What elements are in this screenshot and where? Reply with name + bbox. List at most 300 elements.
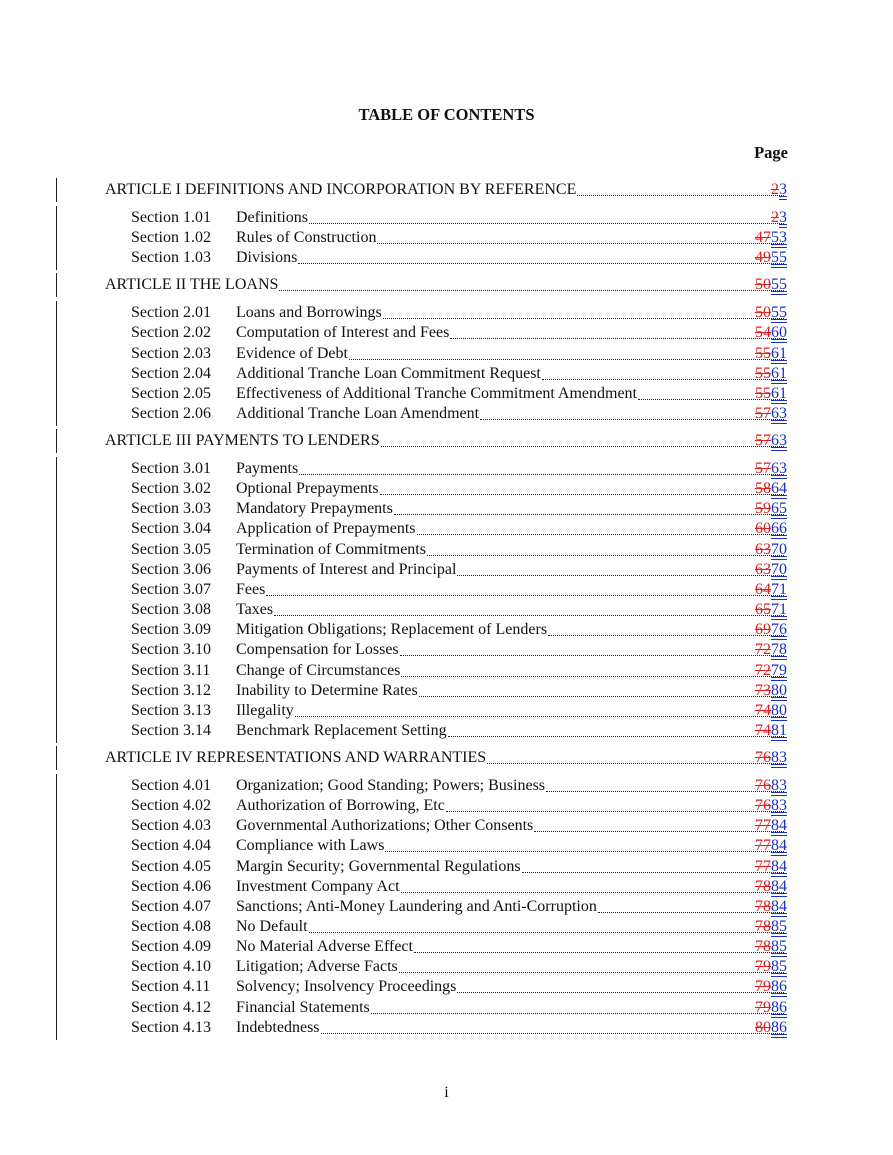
inserted-page-number[interactable]: 63 <box>771 432 787 449</box>
toc-article-entry[interactable] <box>0 748 893 768</box>
section-title: Payments <box>236 460 299 477</box>
dot-leader <box>446 810 784 812</box>
deleted-page-number: 72 <box>755 641 771 658</box>
page-reference <box>755 661 787 681</box>
entry-title-wrap <box>236 479 785 499</box>
dot-leader <box>381 445 784 447</box>
page-reference <box>755 701 787 721</box>
toc-article-entry[interactable] <box>0 275 893 295</box>
section-number: Section 4.07 <box>131 898 211 915</box>
page-reference <box>755 323 787 343</box>
deleted-page-number: 74 <box>755 702 771 719</box>
deleted-page-number: 57 <box>755 460 771 477</box>
entry-title-wrap <box>236 228 785 248</box>
section-title: No Material Adverse Effect <box>236 938 413 955</box>
toc-section-entry[interactable] <box>0 519 893 539</box>
toc-section-entry[interactable] <box>0 1018 893 1038</box>
page-reference <box>755 816 787 836</box>
toc-section-entry[interactable] <box>0 661 893 681</box>
section-title: Additional Tranche Loan Amendment <box>236 405 480 422</box>
entry-title-wrap <box>105 180 785 200</box>
page-reference <box>755 540 787 560</box>
section-title: Illegality <box>236 702 294 719</box>
inserted-page-number[interactable]: 61 <box>771 345 787 362</box>
deleted-page-number: 47 <box>755 229 771 246</box>
section-number: Section 2.04 <box>131 365 211 382</box>
page-reference <box>755 580 787 600</box>
toc-section-entry[interactable] <box>0 404 893 424</box>
inserted-page-number[interactable]: 83 <box>771 749 787 766</box>
section-title: Change of Circumstances <box>236 662 401 679</box>
section-number: Section 4.13 <box>131 1019 211 1036</box>
article-title: ARTICLE IV REPRESENTATIONS AND WARRANTIES <box>105 749 487 766</box>
inserted-page-number[interactable]: 71 <box>771 601 787 618</box>
page-reference <box>755 977 787 997</box>
deleted-page-number: 60 <box>755 520 771 537</box>
revision-change-bar <box>56 178 57 202</box>
dot-leader <box>383 317 784 319</box>
entry-title-wrap <box>236 681 785 701</box>
deleted-page-number: 79 <box>755 999 771 1016</box>
deleted-page-number: 77 <box>755 817 771 834</box>
inserted-page-number[interactable]: 64 <box>771 480 787 497</box>
inserted-page-number[interactable]: 85 <box>771 938 787 955</box>
inserted-page-number[interactable]: 60 <box>771 324 787 341</box>
dot-leader <box>321 1032 784 1034</box>
toc-section-entry[interactable] <box>0 877 893 897</box>
toc-section-entry[interactable] <box>0 721 893 741</box>
page-number-footer: i <box>444 1084 449 1101</box>
section-number: Section 4.12 <box>131 999 211 1016</box>
section-number: Section 3.14 <box>131 722 211 739</box>
dot-leader <box>279 289 784 291</box>
inserted-page-number[interactable]: 71 <box>771 581 787 598</box>
page-reference <box>771 208 787 228</box>
section-title: Fees <box>236 581 266 598</box>
inserted-page-number[interactable]: 55 <box>771 249 787 266</box>
deleted-page-number: 78 <box>755 938 771 955</box>
section-number: Section 4.02 <box>131 797 211 814</box>
toc-section-entry[interactable] <box>0 323 893 343</box>
dot-leader <box>522 871 784 873</box>
inserted-page-number[interactable]: 76 <box>771 621 787 638</box>
page-reference <box>755 796 787 816</box>
toc-section-entry[interactable] <box>0 957 893 977</box>
page-reference <box>755 957 787 977</box>
page-reference <box>755 364 787 384</box>
page-reference <box>755 384 787 404</box>
entry-title-wrap <box>236 404 785 424</box>
toc-section-entry[interactable] <box>0 897 893 917</box>
deleted-page-number: 55 <box>755 345 771 362</box>
section-title: Optional Prepayments <box>236 480 379 497</box>
page-reference <box>755 877 787 897</box>
deleted-page-number: 78 <box>755 918 771 935</box>
inserted-page-number[interactable]: 66 <box>771 520 787 537</box>
section-title: Definitions <box>236 209 308 226</box>
section-number: Section 2.06 <box>131 405 211 422</box>
revision-change-bar <box>56 457 57 743</box>
toc-section-entry[interactable] <box>0 540 893 560</box>
deleted-page-number: 78 <box>755 878 771 895</box>
inserted-page-number[interactable]: 61 <box>771 365 787 382</box>
inserted-page-number[interactable]: 55 <box>771 276 787 293</box>
page-reference <box>771 180 787 200</box>
inserted-page-number[interactable]: 3 <box>779 209 787 226</box>
entry-title-wrap <box>236 248 785 268</box>
page-reference <box>755 917 787 937</box>
dot-leader <box>399 971 784 973</box>
deleted-page-number: 76 <box>755 777 771 794</box>
section-number: Section 4.08 <box>131 918 211 935</box>
section-number: Section 2.01 <box>131 304 211 321</box>
section-title: Rules of Construction <box>236 229 377 246</box>
section-title: Mitigation Obligations; Replacement of Lenders <box>236 621 548 638</box>
section-number: Section 4.03 <box>131 817 211 834</box>
toc-section-entry[interactable] <box>0 364 893 384</box>
inserted-page-number[interactable]: 63 <box>771 460 787 477</box>
revision-change-bar <box>56 746 57 770</box>
section-number: Section 4.05 <box>131 858 211 875</box>
inserted-page-number[interactable]: 3 <box>779 181 787 198</box>
dot-leader <box>457 574 784 576</box>
section-title: Taxes <box>236 601 274 618</box>
section-title: Margin Security; Governmental Regulations <box>236 858 521 875</box>
page-column-label: Page <box>754 143 788 162</box>
toc-section-entry[interactable] <box>0 479 893 499</box>
section-title: Payments of Interest and Principal <box>236 561 457 578</box>
dot-leader <box>309 222 784 224</box>
toc-section-entry[interactable] <box>0 998 893 1018</box>
section-title: Divisions <box>236 249 298 266</box>
entry-title-wrap <box>236 857 785 877</box>
page-reference <box>755 897 787 917</box>
dot-leader <box>349 358 784 360</box>
section-title: Inability to Determine Rates <box>236 682 418 699</box>
revision-change-bar <box>56 429 57 453</box>
article-title: ARTICLE II THE LOANS <box>105 276 279 293</box>
deleted-page-number: 50 <box>755 276 771 293</box>
dot-leader <box>487 762 784 764</box>
deleted-page-number: 74 <box>755 722 771 739</box>
toc-section-entry[interactable] <box>0 937 893 957</box>
toc-section-entry[interactable] <box>0 208 893 228</box>
section-number: Section 3.13 <box>131 702 211 719</box>
inserted-page-number[interactable]: 83 <box>771 777 787 794</box>
entry-title-wrap <box>236 1018 785 1038</box>
page-reference <box>755 560 787 580</box>
section-number: Section 3.11 <box>131 662 211 679</box>
page-reference <box>755 275 787 295</box>
section-title: Solvency; Insolvency Proceedings <box>236 978 457 995</box>
section-number: Section 3.08 <box>131 601 211 618</box>
deleted-page-number: 77 <box>755 837 771 854</box>
section-number: Section 4.10 <box>131 958 211 975</box>
page-reference <box>755 459 787 479</box>
page-reference <box>755 721 787 741</box>
section-title: Investment Company Act <box>236 878 400 895</box>
entry-title-wrap <box>236 661 785 681</box>
inserted-page-number[interactable]: 83 <box>771 797 787 814</box>
dot-leader <box>266 594 784 596</box>
toc-section-entry[interactable] <box>0 560 893 580</box>
section-number: Section 3.05 <box>131 541 211 558</box>
section-number: Section 1.02 <box>131 229 211 246</box>
section-title: Effectiveness of Additional Tranche Commitment Amendment <box>236 385 637 402</box>
section-title: Mandatory Prepayments <box>236 500 393 517</box>
section-title: Evidence of Debt <box>236 345 348 362</box>
inserted-page-number[interactable]: 70 <box>771 541 787 558</box>
section-title: No Default <box>236 918 308 935</box>
dot-leader <box>377 242 784 244</box>
section-title: Compliance with Laws <box>236 837 385 854</box>
page-reference <box>755 640 787 660</box>
deleted-page-number: 57 <box>755 405 771 422</box>
revision-change-bar <box>56 273 57 297</box>
entry-title-wrap <box>236 323 785 343</box>
inserted-page-number[interactable]: 85 <box>771 958 787 975</box>
entry-title-wrap <box>236 620 785 640</box>
section-number: Section 3.03 <box>131 500 211 517</box>
toc-section-entry[interactable] <box>0 580 893 600</box>
toc-section-entry[interactable] <box>0 459 893 479</box>
entry-title-wrap <box>236 600 785 620</box>
deleted-page-number: 63 <box>755 541 771 558</box>
deleted-page-number: 63 <box>755 561 771 578</box>
dot-leader <box>394 513 784 515</box>
section-number: Section 4.09 <box>131 938 211 955</box>
deleted-page-number: 80 <box>755 1019 771 1036</box>
section-number: Section 4.11 <box>131 978 211 995</box>
entry-title-wrap <box>236 836 785 856</box>
page-reference <box>755 431 787 451</box>
dot-leader <box>427 554 784 556</box>
inserted-page-number[interactable]: 86 <box>771 999 787 1016</box>
section-number: Section 3.01 <box>131 460 211 477</box>
entry-title-wrap <box>236 937 785 957</box>
deleted-page-number: 64 <box>755 581 771 598</box>
toc-section-entry[interactable] <box>0 776 893 796</box>
dot-leader <box>577 194 784 196</box>
section-title: Litigation; Adverse Facts <box>236 958 398 975</box>
entry-title-wrap <box>236 499 785 519</box>
dot-leader <box>299 473 784 475</box>
page-reference <box>755 499 787 519</box>
section-number: Section 1.01 <box>131 209 211 226</box>
toc-section-entry[interactable] <box>0 303 893 323</box>
entry-title-wrap <box>236 540 785 560</box>
entry-title-wrap <box>236 776 785 796</box>
toc-section-entry[interactable] <box>0 344 893 364</box>
section-title: Additional Tranche Loan Commitment Request <box>236 365 541 382</box>
deleted-page-number: 79 <box>755 978 771 995</box>
toc-article-entry[interactable] <box>0 431 893 451</box>
article-title: ARTICLE III PAYMENTS TO LENDERS <box>105 432 380 449</box>
page-reference <box>755 620 787 640</box>
inserted-page-number[interactable]: 55 <box>771 304 787 321</box>
deleted-page-number: 73 <box>755 682 771 699</box>
page-reference <box>755 776 787 796</box>
section-title: Benchmark Replacement Setting <box>236 722 447 739</box>
page-reference <box>755 998 787 1018</box>
inserted-page-number[interactable]: 86 <box>771 1019 787 1036</box>
inserted-page-number[interactable]: 79 <box>771 662 787 679</box>
section-title: Financial Statements <box>236 999 370 1016</box>
section-title: Computation of Interest and Fees <box>236 324 450 341</box>
inserted-page-number[interactable]: 80 <box>771 702 787 719</box>
page-reference <box>755 228 787 248</box>
toc-section-entry[interactable] <box>0 681 893 701</box>
dot-leader <box>295 715 784 717</box>
dot-leader <box>417 533 784 535</box>
deleted-page-number: 77 <box>755 858 771 875</box>
section-title: Termination of Commitments <box>236 541 426 558</box>
dot-leader <box>385 850 784 852</box>
section-title: Compensation for Losses <box>236 641 399 658</box>
section-title: Authorization of Borrowing, Etc <box>236 797 445 814</box>
page-reference <box>755 600 787 620</box>
deleted-page-number: 79 <box>755 958 771 975</box>
inserted-page-number[interactable]: 78 <box>771 641 787 658</box>
section-title: Indebtedness <box>236 1019 320 1036</box>
inserted-page-number[interactable]: 84 <box>771 858 787 875</box>
deleted-page-number: 57 <box>755 432 771 449</box>
entry-title-wrap <box>105 431 785 451</box>
entry-title-wrap <box>236 977 785 997</box>
entry-title-wrap <box>236 998 785 1018</box>
inserted-page-number[interactable]: 61 <box>771 385 787 402</box>
section-number: Section 4.01 <box>131 777 211 794</box>
dot-leader <box>546 790 784 792</box>
toc-section-entry[interactable] <box>0 836 893 856</box>
dot-leader <box>548 634 784 636</box>
inserted-page-number[interactable]: 63 <box>771 405 787 422</box>
inserted-page-number[interactable]: 85 <box>771 918 787 935</box>
toc-section-entry[interactable] <box>0 228 893 248</box>
section-title: Loans and Borrowings <box>236 304 382 321</box>
inserted-page-number[interactable]: 84 <box>771 878 787 895</box>
dot-leader <box>480 418 784 420</box>
deleted-page-number: 76 <box>755 749 771 766</box>
page-reference <box>755 519 787 539</box>
entry-title-wrap <box>236 721 785 741</box>
section-title: Application of Prepayments <box>236 520 416 537</box>
section-title: Organization; Good Standing; Powers; Business <box>236 777 546 794</box>
dot-leader <box>401 675 784 677</box>
entry-title-wrap <box>236 957 785 977</box>
section-title: Sanctions; Anti-Money Laundering and Anti-Corruption <box>236 898 597 915</box>
inserted-page-number[interactable]: 84 <box>771 898 787 915</box>
deleted-page-number: 58 <box>755 480 771 497</box>
inserted-page-number[interactable]: 84 <box>771 837 787 854</box>
section-title: Governmental Authorizations; Other Consents <box>236 817 534 834</box>
dot-leader <box>457 991 784 993</box>
toc-title: TABLE OF CONTENTS <box>358 105 535 124</box>
section-number: Section 4.06 <box>131 878 211 895</box>
revision-change-bar <box>56 301 57 426</box>
page-reference <box>755 836 787 856</box>
dot-leader <box>371 1012 784 1014</box>
page-reference <box>755 404 787 424</box>
inserted-page-number[interactable]: 86 <box>771 978 787 995</box>
deleted-page-number: 65 <box>755 601 771 618</box>
section-number: Section 3.02 <box>131 480 211 497</box>
article-title: ARTICLE I DEFINITIONS AND INCORPORATION BY REFERENCE <box>105 181 577 198</box>
dot-leader <box>380 493 784 495</box>
dot-leader <box>414 951 784 953</box>
toc-section-entry[interactable] <box>0 796 893 816</box>
inserted-page-number[interactable]: 81 <box>771 722 787 739</box>
toc-section-entry[interactable] <box>0 640 893 660</box>
page-reference <box>755 303 787 323</box>
inserted-page-number[interactable]: 65 <box>771 500 787 517</box>
deleted-page-number: 55 <box>755 385 771 402</box>
entry-title-wrap <box>236 816 785 836</box>
page-reference <box>755 857 787 877</box>
dot-leader <box>448 735 784 737</box>
entry-title-wrap <box>236 344 785 364</box>
inserted-page-number[interactable]: 70 <box>771 561 787 578</box>
entry-title-wrap <box>236 303 785 323</box>
entry-title-wrap <box>236 519 785 539</box>
entry-title-wrap <box>236 208 785 228</box>
toc-section-entry[interactable] <box>0 620 893 640</box>
dot-leader <box>298 262 784 264</box>
toc-section-entry[interactable] <box>0 977 893 997</box>
section-number: Section 3.04 <box>131 520 211 537</box>
deleted-page-number: 55 <box>755 365 771 382</box>
toc-section-entry[interactable] <box>0 600 893 620</box>
dot-leader <box>274 614 784 616</box>
page-reference <box>755 937 787 957</box>
toc-section-entry[interactable] <box>0 499 893 519</box>
deleted-page-number: 69 <box>755 621 771 638</box>
deleted-page-number: 54 <box>755 324 771 341</box>
dot-leader <box>542 378 784 380</box>
entry-title-wrap <box>236 897 785 917</box>
dot-leader <box>534 830 784 832</box>
section-number: Section 2.02 <box>131 324 211 341</box>
toc-section-entry[interactable] <box>0 384 893 404</box>
page-reference <box>755 748 787 768</box>
inserted-page-number[interactable]: 80 <box>771 682 787 699</box>
dot-leader <box>450 337 784 339</box>
inserted-page-number[interactable]: 53 <box>771 229 787 246</box>
dot-leader <box>400 654 784 656</box>
section-number: Section 3.07 <box>131 581 211 598</box>
deleted-page-number: 49 <box>755 249 771 266</box>
entry-title-wrap <box>105 275 785 295</box>
entry-title-wrap <box>236 877 785 897</box>
dot-leader <box>419 695 784 697</box>
toc-section-entry[interactable] <box>0 701 893 721</box>
dot-leader <box>401 891 784 893</box>
toc-section-entry[interactable] <box>0 917 893 937</box>
toc-section-entry[interactable] <box>0 857 893 877</box>
toc-article-entry[interactable] <box>0 180 893 200</box>
deleted-page-number: 2 <box>771 181 779 198</box>
revision-change-bar <box>56 774 57 1040</box>
inserted-page-number[interactable]: 84 <box>771 817 787 834</box>
section-number: Section 2.05 <box>131 385 211 402</box>
deleted-page-number: 72 <box>755 662 771 679</box>
entry-title-wrap <box>236 796 785 816</box>
deleted-page-number: 76 <box>755 797 771 814</box>
entry-title-wrap <box>236 560 785 580</box>
toc-section-entry[interactable] <box>0 248 893 268</box>
toc-section-entry[interactable] <box>0 816 893 836</box>
page-reference <box>755 344 787 364</box>
